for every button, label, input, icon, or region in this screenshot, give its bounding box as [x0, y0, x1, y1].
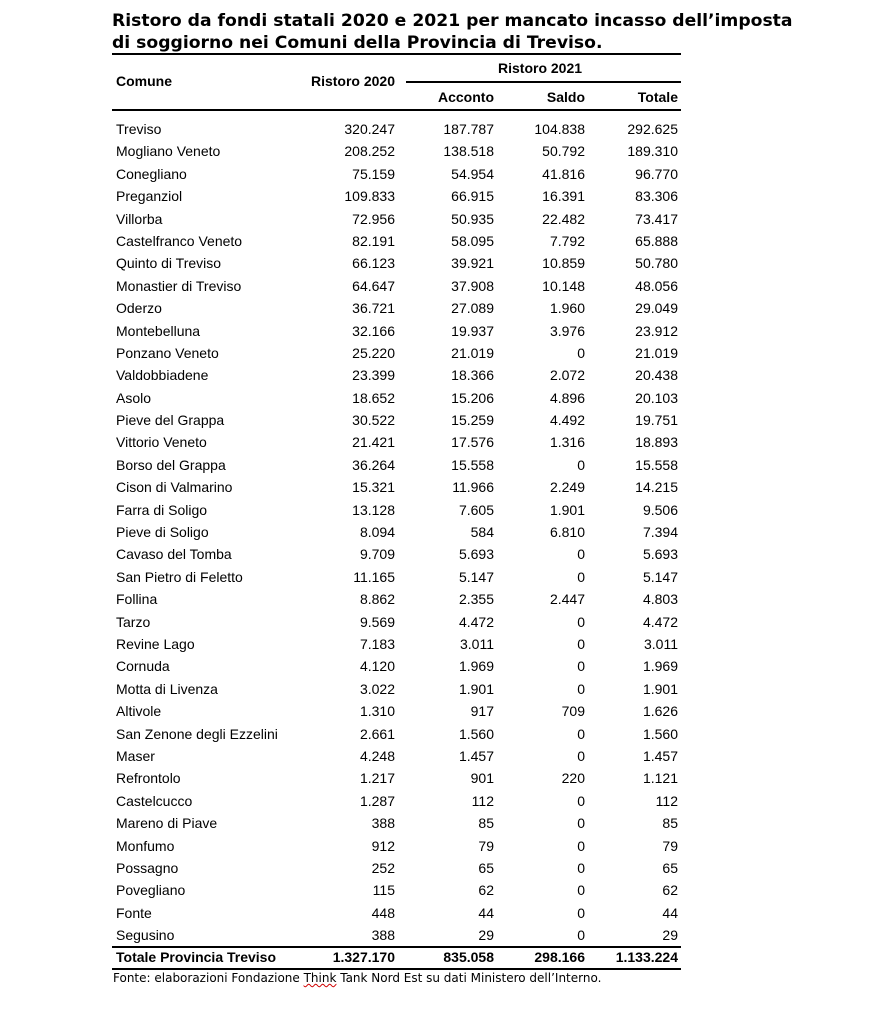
table-row — [0, 432, 875, 454]
cell-saldo: 0 — [577, 747, 585, 764]
cell-saldo: 16.391 — [542, 188, 585, 205]
cell-ristoro-2020: 4.248 — [359, 747, 395, 764]
cell-totale: 1.457 — [642, 747, 678, 764]
cell-totale: 15.558 — [635, 456, 678, 473]
cell-comune: Quinto di Treviso — [116, 255, 222, 272]
cell-totale: 48.056 — [635, 277, 678, 294]
cell-totale: 4.472 — [642, 613, 678, 630]
cell-totale: 79 — [662, 837, 678, 854]
table-row — [0, 656, 875, 678]
table-row — [0, 186, 875, 208]
cell-ristoro-2020: 21.421 — [352, 434, 395, 451]
cell-totale: 5.693 — [642, 546, 678, 563]
cell-saldo: 1.316 — [549, 434, 585, 451]
cell-acconto: 27.089 — [451, 300, 494, 317]
cell-totale: 65 — [662, 859, 678, 876]
table-row — [0, 164, 875, 186]
table-row — [0, 634, 875, 656]
cell-totale: 4.803 — [642, 591, 678, 608]
cell-saldo: 0 — [577, 837, 585, 854]
cell-comune: Mogliano Veneto — [116, 143, 221, 160]
cell-acconto: 11.966 — [452, 479, 494, 496]
cell-comune: Villorba — [116, 210, 163, 227]
source-flagged-word: Think — [303, 971, 337, 985]
cell-acconto: 18.366 — [451, 367, 494, 384]
cell-saldo: 0 — [577, 546, 585, 563]
cell-ristoro-2020: 208.252 — [344, 143, 395, 160]
cell-ristoro-2020: 9.569 — [359, 613, 395, 630]
cell-acconto: 1.901 — [458, 680, 494, 697]
cell-saldo: 3.976 — [549, 322, 585, 339]
table-row — [0, 209, 875, 231]
cell-totale: 1.901 — [642, 680, 678, 697]
cell-saldo: 4.492 — [549, 412, 585, 429]
document-title — [112, 10, 812, 54]
cell-ristoro-2020: 66.123 — [352, 255, 395, 272]
cell-totale: 50.780 — [635, 255, 678, 272]
ristoro-2021-subrule — [406, 81, 681, 83]
total-row — [0, 947, 875, 969]
cell-comune: Ponzano Veneto — [116, 344, 219, 361]
cell-comune: Pieve del Grappa — [116, 412, 225, 429]
cell-saldo: 0 — [577, 859, 585, 876]
title-line-2: di soggiorno nei Comuni della Provincia di Treviso. — [112, 33, 603, 53]
cell-acconto: 54.954 — [451, 165, 494, 182]
cell-ristoro-2020: 448 — [371, 904, 395, 921]
cell-acconto: 62 — [478, 882, 494, 899]
cell-ristoro-2020: 75.159 — [352, 165, 395, 182]
cell-saldo: 104.838 — [534, 121, 585, 137]
cell-acconto: 917 — [470, 703, 494, 720]
table-row — [0, 388, 875, 410]
cell-totale: 19.751 — [635, 412, 678, 429]
table-row — [0, 276, 875, 298]
cell-ristoro-2020: 30.522 — [352, 412, 395, 429]
total-label: Totale Provincia Treviso — [116, 949, 277, 965]
cell-comune: Cavaso del Tomba — [116, 546, 232, 563]
cell-acconto: 901 — [470, 770, 494, 787]
cell-comune: Valdobbiadene — [116, 367, 209, 384]
cell-acconto: 187.787 — [443, 121, 494, 137]
table-row — [0, 298, 875, 320]
cell-saldo: 7.792 — [549, 232, 585, 249]
cell-saldo: 6.810 — [549, 524, 585, 541]
cell-acconto: 112 — [471, 792, 494, 809]
cell-ristoro-2020: 109.833 — [344, 188, 395, 205]
table-row — [0, 880, 875, 902]
cell-totale: 1.560 — [642, 725, 678, 742]
cell-comune: Monastier di Treviso — [116, 277, 242, 294]
cell-acconto: 5.147 — [458, 568, 494, 585]
cell-comune: San Zenone degli Ezzelini — [116, 725, 278, 742]
table-row — [0, 544, 875, 566]
header-ristoro-2021: Ristoro 2021 — [498, 60, 583, 76]
cell-acconto: 37.908 — [451, 277, 494, 294]
cell-totale: 83.306 — [635, 188, 678, 205]
cell-comune: Pieve di Soligo — [116, 524, 209, 541]
table-row — [0, 343, 875, 365]
cell-comune: San Pietro di Feletto — [116, 568, 243, 585]
cell-acconto: 1.560 — [458, 725, 494, 742]
table-row — [0, 522, 875, 544]
cell-acconto: 19.937 — [451, 322, 494, 339]
cell-totale: 3.011 — [644, 635, 678, 652]
cell-saldo: 0 — [577, 904, 585, 921]
cell-ristoro-2020: 32.166 — [352, 322, 395, 339]
cell-acconto: 85 — [478, 815, 494, 832]
cell-saldo: 0 — [577, 456, 585, 473]
table-row — [0, 813, 875, 835]
cell-comune: Cison di Valmarino — [116, 479, 233, 496]
cell-totale: 21.019 — [635, 344, 678, 361]
cell-ristoro-2020: 1.217 — [359, 770, 395, 787]
cell-ristoro-2020: 4.120 — [359, 658, 395, 675]
cell-comune: Revine Lago — [116, 635, 195, 652]
table-row — [0, 746, 875, 768]
cell-comune: Montebelluna — [116, 322, 201, 339]
cell-acconto: 66.915 — [451, 188, 494, 205]
cell-ristoro-2020: 72.956 — [352, 210, 395, 227]
cell-totale: 1.969 — [642, 658, 678, 675]
cell-saldo: 10.859 — [542, 255, 585, 272]
cell-comune: Altivole — [116, 703, 162, 720]
table-row — [0, 410, 875, 432]
table-row — [0, 589, 875, 611]
table-row — [0, 119, 875, 141]
cell-totale: 20.103 — [635, 389, 678, 406]
cell-comune: Borso del Grappa — [116, 456, 226, 473]
table-row — [0, 903, 875, 925]
cell-comune: Preganziol — [116, 188, 183, 205]
cell-totale: 189.310 — [627, 143, 678, 160]
cell-saldo: 22.482 — [542, 210, 585, 227]
cell-totale: 85 — [662, 815, 678, 832]
cell-saldo: 0 — [577, 882, 585, 899]
cell-comune: Castelcucco — [116, 792, 193, 809]
cell-ristoro-2020: 388 — [371, 815, 395, 832]
cell-comune: Monfumo — [116, 837, 175, 854]
table-row — [0, 858, 875, 880]
cell-totale: 14.215 — [635, 479, 678, 496]
cell-saldo: 2.447 — [549, 591, 585, 608]
cell-comune: Follina — [116, 591, 158, 608]
cell-acconto: 138.518 — [443, 143, 494, 160]
cell-ristoro-2020: 11.165 — [353, 568, 395, 585]
cell-saldo: 0 — [577, 344, 585, 361]
cell-totale: 44 — [662, 904, 678, 921]
cell-ristoro-2020: 9.709 — [359, 546, 395, 563]
cell-comune: Mareno di Piave — [116, 815, 218, 832]
cell-totale: 18.893 — [635, 434, 678, 451]
cell-comune: Segusino — [116, 927, 175, 944]
cell-saldo: 2.249 — [549, 479, 585, 496]
cell-acconto: 15.206 — [451, 389, 494, 406]
source-prefix: Fonte: elaborazioni Fondazione — [113, 971, 304, 985]
cell-totale: 1.121 — [642, 770, 678, 787]
cell-ristoro-2020: 15.321 — [352, 479, 395, 496]
cell-comune: Povegliano — [116, 882, 186, 899]
table-row — [0, 321, 875, 343]
cell-ristoro-2020: 25.220 — [352, 344, 395, 361]
table-row — [0, 836, 875, 858]
cell-ristoro-2020: 912 — [371, 837, 395, 854]
table-row — [0, 791, 875, 813]
cell-totale: 1.626 — [642, 703, 678, 720]
header-saldo: Saldo — [546, 89, 585, 105]
table-row — [0, 768, 875, 790]
cell-comune: Possagno — [116, 859, 179, 876]
cell-ristoro-2020: 13.128 — [352, 501, 395, 518]
cell-comune: Maser — [116, 747, 155, 764]
cell-ristoro-2020: 64.647 — [352, 277, 395, 294]
cell-ristoro-2020: 36.264 — [352, 456, 395, 473]
header-comune: Comune — [116, 73, 172, 89]
table-top-rule — [112, 53, 681, 55]
cell-comune: Cornuda — [116, 658, 170, 675]
cell-acconto: 79 — [478, 837, 494, 854]
cell-acconto: 4.472 — [458, 613, 494, 630]
cell-ristoro-2020: 18.652 — [352, 389, 395, 406]
cell-acconto: 584 — [470, 524, 494, 541]
table-row — [0, 679, 875, 701]
total-totale: 1.133.224 — [615, 949, 678, 965]
cell-acconto: 7.605 — [458, 501, 494, 518]
cell-totale: 5.147 — [642, 568, 678, 585]
cell-ristoro-2020: 8.094 — [359, 524, 395, 541]
cell-acconto: 15.259 — [451, 412, 494, 429]
cell-ristoro-2020: 82.191 — [352, 232, 395, 249]
cell-comune: Vittorio Veneto — [116, 434, 207, 451]
cell-ristoro-2020: 252 — [371, 859, 395, 876]
table-row — [0, 477, 875, 499]
header-bottom-rule — [112, 109, 681, 111]
cell-totale: 23.912 — [635, 322, 678, 339]
cell-acconto: 1.969 — [458, 658, 494, 675]
header-ristoro-2020: Ristoro 2020 — [310, 73, 395, 89]
cell-saldo: 1.960 — [549, 300, 585, 317]
total-saldo: 298.166 — [534, 949, 585, 965]
cell-saldo: 220 — [561, 770, 585, 787]
cell-saldo: 41.816 — [542, 165, 585, 182]
cell-ristoro-2020: 36.721 — [352, 300, 395, 317]
cell-totale: 29 — [662, 927, 678, 944]
cell-saldo: 50.792 — [542, 143, 585, 160]
table-row — [0, 500, 875, 522]
cell-saldo: 0 — [577, 635, 585, 652]
table-row — [0, 925, 875, 947]
total-acconto: 835.058 — [443, 949, 494, 965]
cell-totale: 62 — [662, 882, 678, 899]
cell-saldo: 0 — [577, 680, 585, 697]
cell-totale: 73.417 — [635, 210, 678, 227]
table-row — [0, 365, 875, 387]
cell-acconto: 17.576 — [451, 434, 494, 451]
cell-comune: Tarzo — [116, 613, 151, 630]
cell-totale: 292.625 — [627, 121, 678, 137]
table-row — [0, 253, 875, 275]
cell-acconto: 3.011 — [460, 635, 494, 652]
cell-acconto: 5.693 — [458, 546, 494, 563]
cell-totale: 7.394 — [642, 524, 678, 541]
table-row — [0, 612, 875, 634]
cell-saldo: 0 — [577, 725, 585, 742]
cell-totale: 112 — [655, 792, 678, 809]
cell-saldo: 0 — [577, 927, 585, 944]
cell-ristoro-2020: 320.247 — [344, 121, 395, 137]
cell-comune: Oderzo — [116, 300, 162, 317]
cell-saldo: 0 — [577, 815, 585, 832]
cell-ristoro-2020: 23.399 — [352, 367, 395, 384]
cell-ristoro-2020: 115 — [372, 882, 395, 899]
source-note — [113, 971, 601, 985]
cell-totale: 65.888 — [635, 232, 678, 249]
cell-acconto: 44 — [478, 904, 494, 921]
cell-ristoro-2020: 2.661 — [359, 725, 395, 742]
cell-comune: Refrontolo — [116, 770, 181, 787]
cell-totale: 20.438 — [635, 367, 678, 384]
table-row — [0, 567, 875, 589]
cell-acconto: 1.457 — [458, 747, 494, 764]
cell-comune: Asolo — [116, 389, 152, 406]
header-totale: Totale — [637, 89, 678, 105]
cell-acconto: 50.935 — [451, 210, 494, 227]
cell-saldo: 2.072 — [549, 367, 585, 384]
cell-totale: 29.049 — [635, 300, 678, 317]
table-row — [0, 141, 875, 163]
cell-saldo: 0 — [577, 658, 585, 675]
cell-totale: 96.770 — [635, 165, 678, 182]
table-row — [0, 231, 875, 253]
cell-saldo: 0 — [577, 613, 585, 630]
cell-comune: Farra di Soligo — [116, 501, 208, 518]
cell-acconto: 65 — [478, 859, 494, 876]
cell-acconto: 39.921 — [451, 255, 494, 272]
cell-saldo: 709 — [561, 703, 585, 720]
table-row — [0, 724, 875, 746]
table-row — [0, 701, 875, 723]
cell-comune: Conegliano — [116, 165, 187, 182]
title-line-1: Ristoro da fondi statali 2020 e 2021 per mancato incasso dell’imposta — [112, 11, 793, 31]
cell-ristoro-2020: 8.862 — [359, 591, 395, 608]
cell-saldo: 0 — [577, 568, 585, 585]
cell-ristoro-2020: 3.022 — [359, 680, 395, 697]
table-bottom-rule — [112, 968, 681, 970]
table-row — [0, 455, 875, 477]
cell-ristoro-2020: 388 — [371, 927, 395, 944]
table-body — [0, 119, 875, 947]
cell-ristoro-2020: 7.183 — [359, 635, 395, 652]
cell-acconto: 2.355 — [458, 591, 494, 608]
cell-saldo: 1.901 — [549, 501, 585, 518]
cell-saldo: 0 — [577, 792, 585, 809]
cell-comune: Treviso — [116, 121, 162, 137]
cell-ristoro-2020: 1.310 — [359, 703, 395, 720]
source-suffix: Tank Nord Est su dati Ministero dell’Interno. — [336, 971, 602, 985]
cell-acconto: 29 — [478, 927, 494, 944]
cell-acconto: 58.095 — [451, 232, 494, 249]
cell-saldo: 4.896 — [549, 389, 585, 406]
cell-totale: 9.506 — [642, 501, 678, 518]
header-acconto: Acconto — [438, 89, 494, 105]
total-ristoro-2020: 1.327.170 — [332, 949, 395, 965]
cell-ristoro-2020: 1.287 — [359, 792, 395, 809]
cell-comune: Castelfranco Veneto — [116, 232, 243, 249]
cell-comune: Fonte — [116, 904, 152, 921]
cell-acconto: 15.558 — [451, 456, 494, 473]
cell-comune: Motta di Livenza — [116, 680, 218, 697]
cell-saldo: 10.148 — [542, 277, 585, 294]
cell-acconto: 21.019 — [451, 344, 494, 361]
